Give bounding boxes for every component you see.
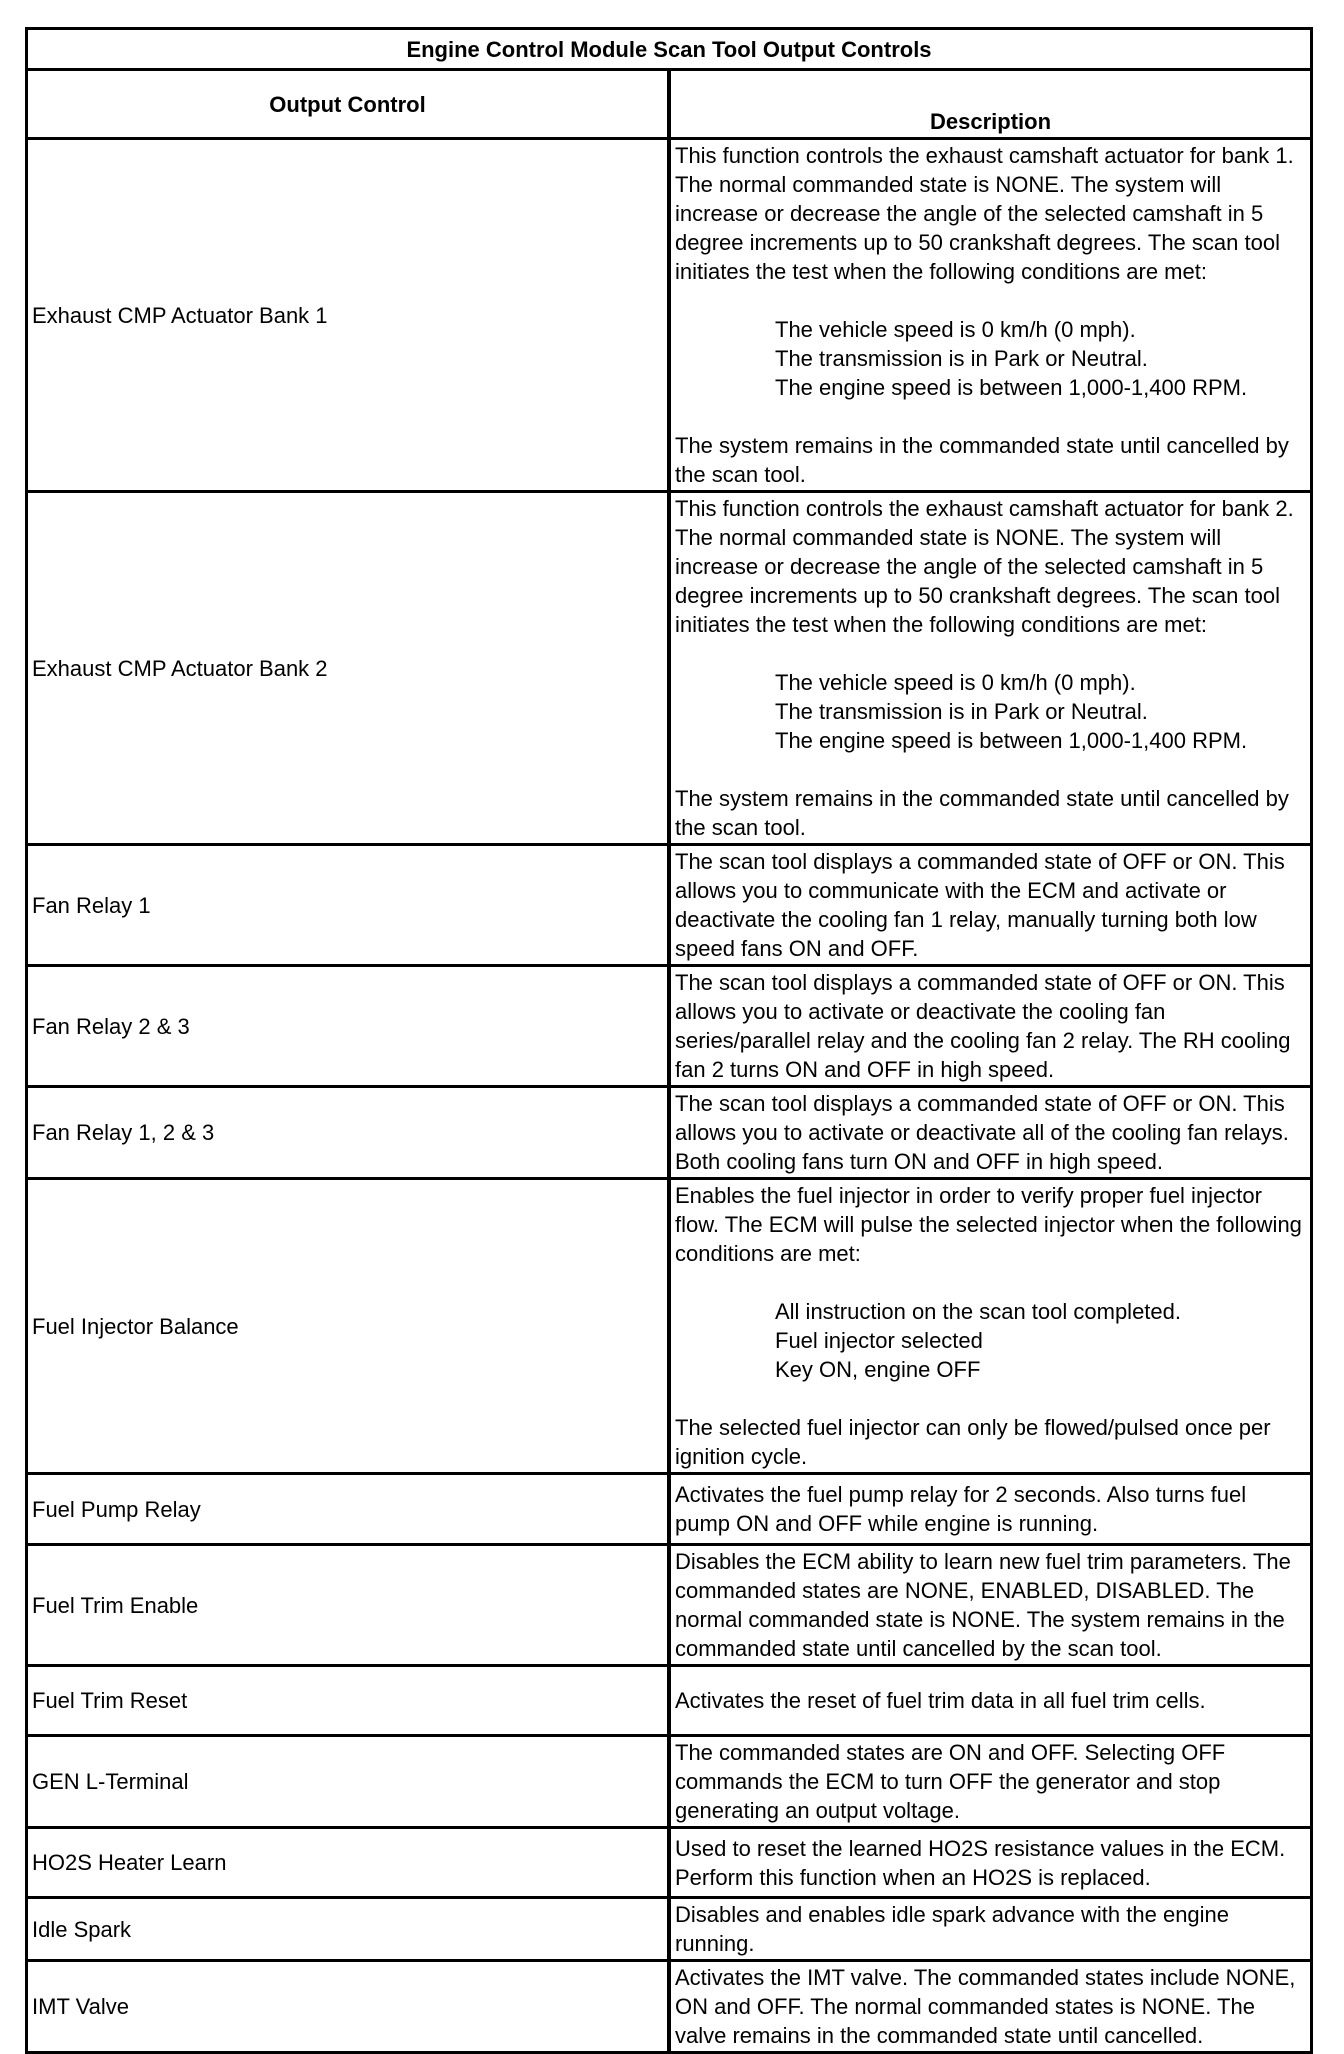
description-text: The scan tool displays a commanded state of OFF or ON. This allows you to activate or deactivate all of the cooling fan relays. Both cooling fans turn ON and OFF in high speed. <box>675 1091 1289 1174</box>
condition-item: The engine speed is between 1,000-1,400 RPM. <box>775 728 1248 753</box>
output-control-name: IMT Valve <box>27 1961 670 2053</box>
description-text: Activates the reset of fuel trim data in all fuel trim cells. <box>675 1688 1206 1713</box>
description-text: Enables the fuel injector in order to verify proper fuel injector flow. The ECM will pulse the selected injector when the following conditions are met: <box>675 1183 1302 1266</box>
condition-item: The transmission is in Park or Neutral. <box>775 346 1148 371</box>
table-row <box>27 966 1312 1087</box>
description-text: Activates the fuel pump relay for 2 seconds. Also turns fuel pump ON and OFF while engine is running. <box>675 1482 1247 1536</box>
output-control-name: Exhaust CMP Actuator Bank 1 <box>27 139 670 492</box>
output-control-name: Fan Relay 1, 2 & 3 <box>27 1087 670 1179</box>
output-control-name: Fuel Trim Enable <box>27 1545 670 1666</box>
output-control-name: Fuel Trim Reset <box>27 1666 670 1736</box>
description-note: The system remains in the commanded state until cancelled by the scan tool. <box>675 786 1289 840</box>
table-row <box>27 845 1312 966</box>
description-cell <box>669 1736 1312 1828</box>
description-text: Used to reset the learned HO2S resistance values in the ECM. Perform this function when an HO2S is replaced. <box>675 1835 1286 1890</box>
description-text: Activates the IMT valve. The commanded states include NONE, ON and OFF. The normal commanded states is NONE. The valve remains in the commanded state until cancelled. <box>675 1965 1296 2048</box>
description-cell <box>669 1828 1312 1898</box>
table-body <box>27 139 1312 2053</box>
table-row <box>27 1666 1312 1736</box>
description-cell <box>669 966 1312 1087</box>
table-row <box>27 492 1312 845</box>
output-control-name: HO2S Heater Learn <box>27 1828 670 1898</box>
description-text: This function controls the exhaust camshaft actuator for bank 2. The normal commanded state is NONE. The system will increase or decrease the angle of the selected camshaft in 5 degree increments up to 50 crankshaft degrees. The scan tool initiates the test when the following conditions are met: <box>675 496 1294 637</box>
description-text: This function controls the exhaust camshaft actuator for bank 1. The normal commanded state is NONE. The system will increase or decrease the angle of the selected camshaft in 5 degree increments up to 50 crankshaft degrees. The scan tool initiates the test when the following conditions are met: <box>675 143 1294 284</box>
table-title: Engine Control Module Scan Tool Output Controls <box>27 29 1312 70</box>
description-cell <box>669 1666 1312 1736</box>
description-text: The scan tool displays a commanded state of OFF or ON. This allows you to communicate with the ECM and activate or deactivate the cooling fan 1 relay, manually turning both low speed fans ON and OFF. <box>675 849 1285 961</box>
condition-item: Key ON, engine OFF <box>775 1357 981 1382</box>
table-row <box>27 1179 1312 1474</box>
description-cell <box>669 1179 1312 1474</box>
condition-item: The engine speed is between 1,000-1,400 RPM. <box>775 375 1248 400</box>
description-cell <box>669 845 1312 966</box>
condition-item: The vehicle speed is 0 km/h (0 mph). <box>775 317 1136 342</box>
description-cell <box>669 1474 1312 1545</box>
table-row <box>27 1898 1312 1961</box>
condition-item: All instruction on the scan tool completed. <box>775 1299 1182 1324</box>
description-note: The selected fuel injector can only be flowed/pulsed once per ignition cycle. <box>675 1415 1271 1469</box>
output-controls-table <box>25 27 1313 2054</box>
output-control-name: Idle Spark <box>27 1898 670 1961</box>
table-row <box>27 1961 1312 2053</box>
condition-item: The vehicle speed is 0 km/h (0 mph). <box>775 670 1136 695</box>
output-control-name: GEN L-Terminal <box>27 1736 670 1828</box>
table-row <box>27 139 1312 492</box>
description-cell <box>669 1087 1312 1179</box>
description-cell <box>669 1898 1312 1961</box>
description-cell <box>669 1545 1312 1666</box>
table-row <box>27 1828 1312 1898</box>
output-control-name: Fan Relay 2 & 3 <box>27 966 670 1087</box>
output-control-name: Fuel Pump Relay <box>27 1474 670 1545</box>
table-row <box>27 1545 1312 1666</box>
description-text: The commanded states are ON and OFF. Selecting OFF commands the ECM to turn OFF the generator and stop generating an output voltage. <box>675 1740 1226 1823</box>
header-description: Description <box>669 70 1312 139</box>
condition-item: The transmission is in Park or Neutral. <box>775 699 1148 724</box>
output-control-name: Fuel Injector Balance <box>27 1179 670 1474</box>
description-cell <box>669 1961 1312 2053</box>
table-row <box>27 1474 1312 1545</box>
description-text: The scan tool displays a commanded state of OFF or ON. This allows you to activate or deactivate the cooling fan series/parallel relay and the cooling fan 2 relay. The RH cooling fan 2 turns ON and OFF in high speed. <box>675 970 1291 1082</box>
condition-item: Fuel injector selected <box>775 1328 983 1353</box>
table-row <box>27 1736 1312 1828</box>
header-output-control: Output Control <box>27 70 670 139</box>
table-row <box>27 1087 1312 1179</box>
output-control-name: Fan Relay 1 <box>27 845 670 966</box>
description-text: Disables the ECM ability to learn new fuel trim parameters. The commanded states are NONE, ENABLED, DISABLED. The normal commanded state is NONE. The system remains in the commanded state until cancelled by the scan tool. <box>675 1549 1291 1661</box>
description-cell <box>669 492 1312 845</box>
description-text: Disables and enables idle spark advance with the engine running. <box>675 1902 1230 1956</box>
description-cell <box>669 139 1312 492</box>
description-note: The system remains in the commanded state until cancelled by the scan tool. <box>675 433 1289 487</box>
output-control-name: Exhaust CMP Actuator Bank 2 <box>27 492 670 845</box>
